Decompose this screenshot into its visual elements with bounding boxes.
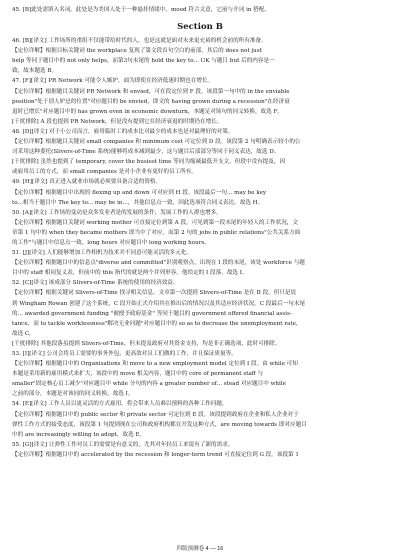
text-line: 弹性工作方式的接受态度，该段第 1 句提到现在公司和政府机构都在开发这种方式，are moving towards 即对应题目 <box>12 421 307 428</box>
text-line: 47. [F][译文] PR Network 可能令人嫉妒，面为即使在经济低迷时期也在增长。 <box>12 78 214 85</box>
text-line: 51. [J][译文] 人们能够增加工作相机为技术并不同意可能灵活的多元化。 <box>12 250 193 257</box>
text-line: 到 Wingham Rowan 创建了这个系统，C 段开始正式介绍其在推出后的情况以及其适应经济状况。C 段最后一句末尾 <box>12 300 305 307</box>
text-line: to...相当于题目中 The key to... may be in...，其他信息点一致，因此选项符合同义表达，故选 H。 <box>12 199 264 206</box>
text-line: 的... awarded government funding "被授予政府基金" 等同于题目的 government offered financial assis- <box>12 310 292 317</box>
text-line: tance，而 to tackle worklessness"解决无业问题"对应题目中的 so as to decrease the unemployment rate， <box>12 320 302 327</box>
text-line: 【定位详解】根据题目中的 accelerated by the recession 和 longer-term trend 可直接定位到 G 段。该段第 1 <box>12 451 299 458</box>
text-line: 【定位详解】根据关键词 Slivers-of-Time 找寻相关信息，文章第一次提到 Slivers-of-Time 是在 B 段，但只是说 <box>12 290 297 297</box>
text-line: 46. [B][译文] 工作场所的重组不仅能带给时代的人，也是这就是面对未来更充裕的机会前的所有准备。 <box>12 38 267 45</box>
text-line: smaller"固定核心员工减少"对应题目中 while 分句的内容 a greater number of... stead 对应题目中 while <box>12 381 286 388</box>
text-line: [干扰排除] A 段也提到 PR Network，但是没有提到它在经济衰退的时期仍在增长。 <box>12 118 223 125</box>
text-line: 故选 C。 <box>12 330 35 337</box>
text-line: 退时已增长"对应题目中的 has grown even in economic downturn，本题足对场句的同义转换，故选 F。 <box>12 108 284 115</box>
text-line: 53. [I][译文] 公司会将员工需要的事务外包，更高效对员工们做的工作，并且保证质量等。 <box>12 351 237 357</box>
text-line: 【定位详解】根据题目关键词 small companies 和 minimum cost 可定位到 D 段。该段第 2 句明确表示较小的公 <box>12 139 301 146</box>
text-line: position"处于别人妒忌的位置"对应题目的 be envied，即文的 having grown during a recession"在经济衰 <box>12 98 290 105</box>
text-line: 48. [D][译文] 对于小公司而言，雇用临时工的成本比对最少的成本也是对最理好的对策。 <box>12 128 234 135</box>
text-line: 55. [G][译文] 让弹性工作对员工的需要是有意义的，尤其对年轻员工来说有了新的需求。 <box>12 441 234 448</box>
text-line: [干扰排除] 其他段落虽提到 Slivers-of-Time，但未提及政府对其资金支持，均是非正确选项，此时可排除。 <box>12 340 281 347</box>
text-line: 【定位详解】根据题目中的信息点"diverse and committed"识别观察点，出现在 I 段的末尾，该处 workforce 与题 <box>12 260 305 267</box>
text-line: 【定位详解】根据目标关键词 the workplace 复现了第文段首句空白的前部，其后的 does not just <box>12 48 262 55</box>
text-line: 45. [B]此处需填入名词。此处是为美国人处于一种悬挂情绪中，mood 符合文意，它前与介词 in 搭配。 <box>12 7 271 13</box>
text-line: 【定位详解】根据题目中的 public sector 和 private sector 可定位到 E 段。该段提到政府在企业和私人企业对于 <box>12 411 299 418</box>
text-line: 的工作"与题目中信息点一致，long hours 对应题目中 long working hours。 <box>12 239 210 246</box>
section-title: Section B <box>177 22 223 33</box>
text-line: 本题是采用新的雇用模式来扩大，该段中的 move 相关内容，题目中的 core of permanent staff 与 <box>12 371 264 378</box>
text-line: 中的 are increasingly willing to adopt，故选 E。 <box>12 431 146 438</box>
text-line: 之前的部分，本题是对该同的同义转换，故选 I。 <box>12 391 134 398</box>
text-line: 【定位详解】根据题目中出现的 flexing up and down 可对应到 H 段。该段最后一句... may be key <box>12 189 267 196</box>
text-line: 致，故本题选 B。 <box>12 68 58 75</box>
text-line: 【定位详解】根据题目关键词 working mother 可直接定位到第 A 段，可见到第一段末尾的年轻人的工作状况，文 <box>12 219 298 226</box>
text-line: 【定位详解】根据题目关键词 PR Network 和 envied，可在段定位到 F 段。该段第一句中的 in the enviable <box>12 88 290 95</box>
text-line: 50. [A][译文] 工作场的变动是众多发业者是的发展的条件，发展工作的人群也增多。 <box>12 209 222 216</box>
page-footer: 四版预测卷 4 — 16 <box>176 546 224 552</box>
text-line: [干扰排除] 虽然也提到了 temporary, cover the busiest time 等同为缩减最低开支文，但段中没有提及，因 <box>12 159 286 166</box>
text-line: 目中的 staff 相同复义表，但前中的 this 指代的就是两个并列形容，他给定的 I 段落，故选 I。 <box>12 270 248 277</box>
text-line: 或雇用员工的方式，而 small companies 是对小企业有更好的员工所有。 <box>12 169 197 176</box>
text-line: 54. [E][译文] 工作人员以更灵活的方式雇用，将会带来人员难以预料的各种工作问题。 <box>12 401 228 408</box>
text-line: 49. [H][译文] 真正进入就业市场就必须要具备合适的资格。 <box>12 179 162 186</box>
text-line: 司采用这种委托(Slivers-of-Time 系统)能够将成本减到最少，这与题目后部部分等同于同义表达，故选 D。 <box>12 149 280 156</box>
text-line: 【定位详解】根据题目中的 Organisations 和 move to a new employment model 定位到 I 段。由 while 可知 <box>12 361 298 368</box>
text-line: 52. [C][译文] 该成部分 Slivers-of-Time 系统的使用的经济效益。 <box>12 280 179 287</box>
text-line: 章第 1 句中的 when they became mothers 即当中了对应，而第 2 句的 jobs in public relations"公共关系方面 <box>12 229 301 236</box>
text-line: help 等同于题目中的 not only helps，而第3句末尾的 hold the key to... UK 与题目 but 后的内容是一 <box>12 58 275 65</box>
